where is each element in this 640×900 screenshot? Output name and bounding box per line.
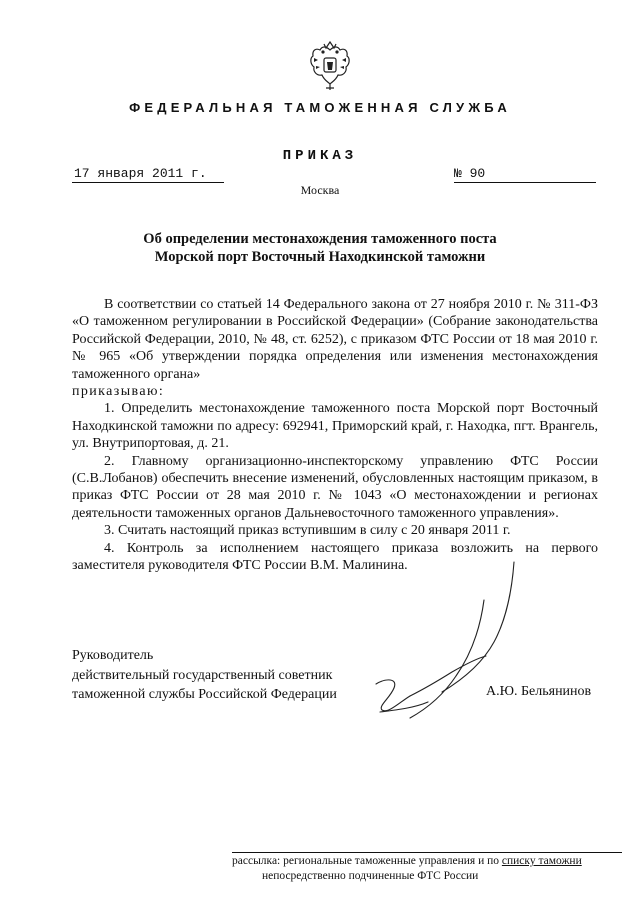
- order-item-2: 2. Главному организационно-инспекторскому управлению ФТС России (С.В.Лобанов) обеспечить внесение изменений, обусловленных настоящим приказом, в приказ ФТС России от 28 мая 2010 г. № 1043 «О местонахождении и регионах деятельности таможенных органов Дальневосточного таможенного управления».: [72, 453, 598, 521]
- order-word: приказываю:: [72, 384, 165, 400]
- signatory-line-3: таможенной службы Российской Федерации: [72, 687, 337, 702]
- order-number-prefix: №: [454, 166, 462, 181]
- signatory-line-1: Руководитель: [72, 648, 154, 663]
- signatory-title: [72, 646, 372, 705]
- order-body: [72, 296, 598, 575]
- order-subject: [0, 230, 640, 266]
- preamble: В соответствии со статьей 14 Федерального закона от 27 ноября 2010 г. № 311-ФЗ «О таможенном регулировании в Российской Федерации» (Собрание законодательства Российской Федерации, 2010, № 48, ст. 6252), с приказом ФТС России от 18 мая 2010 г. № 965 «Об утверждении порядка определения или изменения местонахождения таможенного органа»: [72, 297, 598, 382]
- signatory-name: А.Ю. Бельянинов: [486, 684, 592, 699]
- subject-line-1: Об определении местонахождения таможенного поста: [143, 231, 497, 247]
- subject-line-2: Морской порт Восточный Находкинской таможни: [154, 249, 486, 265]
- city: Москва: [300, 183, 340, 197]
- distribution-text: рассылка: региональные таможенные управления и по: [232, 855, 502, 867]
- distribution-line-1: [232, 854, 628, 869]
- order-item-3: 3. Считать настоящий приказ вступившим в силу с 20 января 2011 г.: [104, 523, 511, 539]
- order-number-value: 90: [469, 166, 486, 181]
- agency-name: ФЕДЕРАЛЬНАЯ ТАМОЖЕННАЯ СЛУЖБА: [129, 100, 511, 115]
- russian-coat-of-arms-icon: [308, 40, 352, 92]
- order-date: 17 января 2011 г.: [72, 166, 224, 183]
- order-item-4: 4. Контроль за исполнением настоящего приказа возложить на первого заместителя руководителя ФТС России В.М. Малинина.: [72, 540, 598, 574]
- distribution-line-2: непосредственно подчиненные ФТС России: [262, 870, 479, 882]
- signatory-line-2: действительный государственный советник: [72, 667, 333, 683]
- divider: [232, 852, 622, 853]
- distribution-list: [232, 854, 628, 884]
- order-item-1: 1. Определить местонахождение таможенного поста Морской порт Восточный Находкинской таможни по адресу: 692941, Приморский край, г. Находка, пгт. Врангель, ул. Внутрипортовая, д. 21.: [72, 401, 598, 452]
- distribution-link: списку таможни: [501, 855, 582, 867]
- handwritten-signature: [366, 560, 536, 730]
- document-type: ПРИКАЗ: [282, 148, 358, 164]
- order-number: [454, 166, 596, 183]
